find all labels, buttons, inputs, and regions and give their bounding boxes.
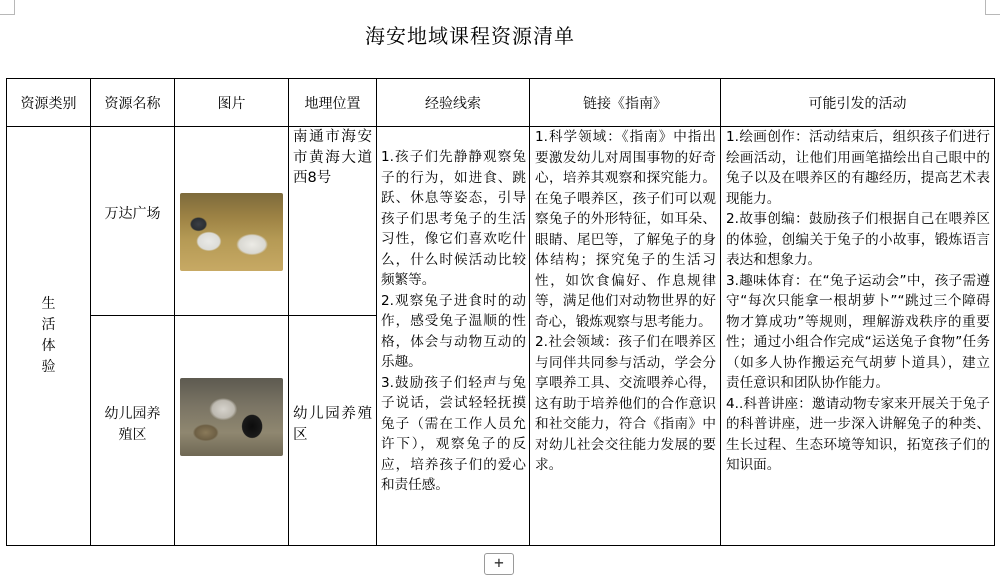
location-cell bbox=[289, 316, 377, 546]
table-row bbox=[7, 127, 995, 316]
category-label: 生活体验 bbox=[41, 296, 56, 375]
rabbit-photo-icon bbox=[180, 193, 283, 271]
page-corner-mark bbox=[0, 0, 15, 15]
header-resource-type: 资源类别 bbox=[7, 79, 91, 127]
resource-table bbox=[6, 78, 995, 546]
image-cell bbox=[175, 316, 289, 546]
resource-name: 幼儿园养殖区 bbox=[104, 405, 161, 443]
resource-name: 万达广场 bbox=[104, 205, 161, 222]
header-image: 图片 bbox=[175, 79, 289, 127]
header-location: 地理位置 bbox=[289, 79, 377, 127]
activities-cell bbox=[721, 127, 995, 546]
table-header-row bbox=[7, 79, 995, 127]
location-cell bbox=[289, 127, 377, 316]
category-cell bbox=[7, 127, 91, 546]
header-resource-name: 资源名称 bbox=[91, 79, 175, 127]
image-cell bbox=[175, 127, 289, 316]
location-text: 南通市海安市黄海大道西8号 bbox=[293, 129, 372, 186]
header-experience: 经验线索 bbox=[377, 79, 530, 127]
document-title: 海安地域课程资源清单 bbox=[365, 24, 575, 48]
add-row-button[interactable]: + bbox=[484, 553, 514, 575]
experience-cell bbox=[377, 127, 530, 546]
guide-cell bbox=[530, 127, 721, 546]
experience-text: 1.孩子们先静静观察兔子的行为，如进食、跳跃、休息等姿态，引导孩子们思考兔子的生活习性，像它们喜欢吃什么，什么时候活动比较频繁等。 2.观察兔子进食时的动作，感受兔子温顺的性格，体会与动物互动的乐趣。 3.鼓励孩子们轻声与兔子说话，尝试轻轻抚摸兔子（需在工作人员允许下），观察兔子的反应，培养孩子们的爱心和责任感。 bbox=[381, 149, 526, 493]
guide-text: 1.科学领域：《指南》中指出要激发幼儿对周围事物的好奇心，培养其观察和探究能力。在兔子喂养区，孩子们可以观察兔子的外形特征，如耳朵、眼睛、尾巴等，了解兔子的身体结构；探究兔子的生活习性，如饮食偏好、作息规律等，满足他们对动物世界的好奇心，锻炼观察与思考能力。 2.社会领域：孩子们在喂养区与同伴共同参与活动，学会分享喂养工具、交流喂养心得，这有助于培养他们的合作意识和社交能力，符合《指南》中对幼儿社会交往能力发展的要求。 bbox=[535, 129, 716, 473]
header-activities: 可能引发的活动 bbox=[721, 79, 995, 127]
name-cell bbox=[91, 127, 175, 316]
activities-text: 1.绘画创作：活动结束后，组织孩子们进行绘画活动，让他们用画笔描绘出自己眼中的兔子以及在喂养区的有趣经历，提高艺术表现能力。 2.故事创编：鼓励孩子们根据自己在喂养区的体验，创编关于兔子的小故事，锻炼语言表达和想象力。 3.趣味体育：在“兔子运动会”中，孩子需遵守“每次只能拿一根胡萝卜”“跳过三个障碍物才算成功”等规则，理解游戏秩序的重要性；通过小组合作完成“运送兔子食物”任务（如多人协作搬运充气胡萝卜道具），建立责任意识和团队协作能力。 4..科普讲座：邀请动物专家来开展关于兔子的科普讲座，进一步深入讲解兔子的种类、生长过程、生态环境等知识，拓宽孩子们的知识面。 bbox=[726, 129, 990, 473]
location-text: 幼儿园养殖区 bbox=[293, 406, 372, 443]
page-corner-mark bbox=[985, 0, 1000, 15]
header-guide-link: 链接《指南》 bbox=[530, 79, 721, 127]
rabbit-photo-icon bbox=[180, 378, 283, 456]
name-cell bbox=[91, 316, 175, 546]
